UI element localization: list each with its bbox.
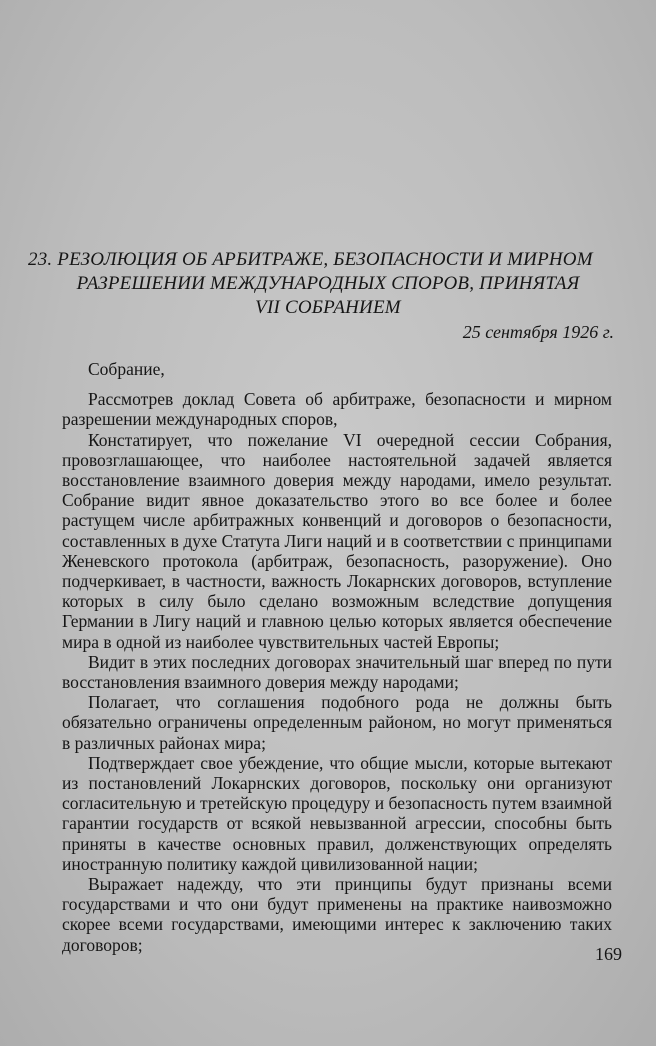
- paragraph: Видит в этих последних договорах значительный шаг вперед по пути восстановления взаимного доверия между народами;: [62, 651, 612, 693]
- heading-line-1: 23. РЕЗОЛЮЦИЯ ОБ АРБИТРАЖЕ, БЕЗОПАСНОСТИ И МИРНОМ: [28, 249, 593, 270]
- heading-line-3: VII СОБРАНИЕМ: [255, 297, 401, 318]
- page-number: 169: [595, 944, 622, 964]
- document-heading: [28, 248, 628, 320]
- document-date: 25 сентября 1926 г.: [462, 322, 614, 342]
- paragraph: Рассмотрев доклад Совета об арбитраже, безопасности и мирном разрешении международных споров,: [62, 389, 612, 430]
- salutation: Собрание,: [88, 359, 165, 379]
- heading-line-2: РАЗРЕШЕНИИ МЕЖДУНАРОДНЫХ СПОРОВ, ПРИНЯТАЯ: [76, 273, 580, 294]
- paragraph: Выражает надежду, что эти принципы будут признаны всеми государствами и что они будут применены на практике наивозможно скорее всеми государствами, имеющими интерес к заключению таких договоров;: [62, 874, 612, 955]
- paragraph: Полагает, что соглашения подобного рода не должны быть обязательно ограничены определенным районом, но могут применяться в различных районах мира;: [62, 692, 612, 753]
- document-body: [62, 359, 612, 955]
- paragraph: Констатирует, что пожелание VI очередной сессии Собрания, провозглашающее, что наиболее настоятельной задачей является восстановление взаимного доверия между народами, имело результат. Собрание видит явное доказательство этого во все более и более растущем числе арбитражных конвенций и договоров о безопасности, составленных в духе Статута Лиги наций и в соответствии с принципами Женевского протокола (арбитраж, безопасность, разоружение). Оно подчеркивает, в частности, важность Локарнских договоров, вступление которых в силу было сделано возможным вследствие допущения Германии в Лигу наций и главною целью которых является обеспечение мира в одной из наиболее чувствительных частей Европы;: [62, 429, 612, 652]
- paragraph: Подтверждает свое убеждение, что общие мысли, которые вытекают из постановлений Локарнских договоров, поскольку они организуют согласительную и третейскую процедуру и безопасность путем взаимной гарантии государств от всякой невызванной агрессии, способны быть приняты в качестве основных правил, долженствующих определять иностранную политику каждой цивилизованной нации;: [62, 752, 612, 874]
